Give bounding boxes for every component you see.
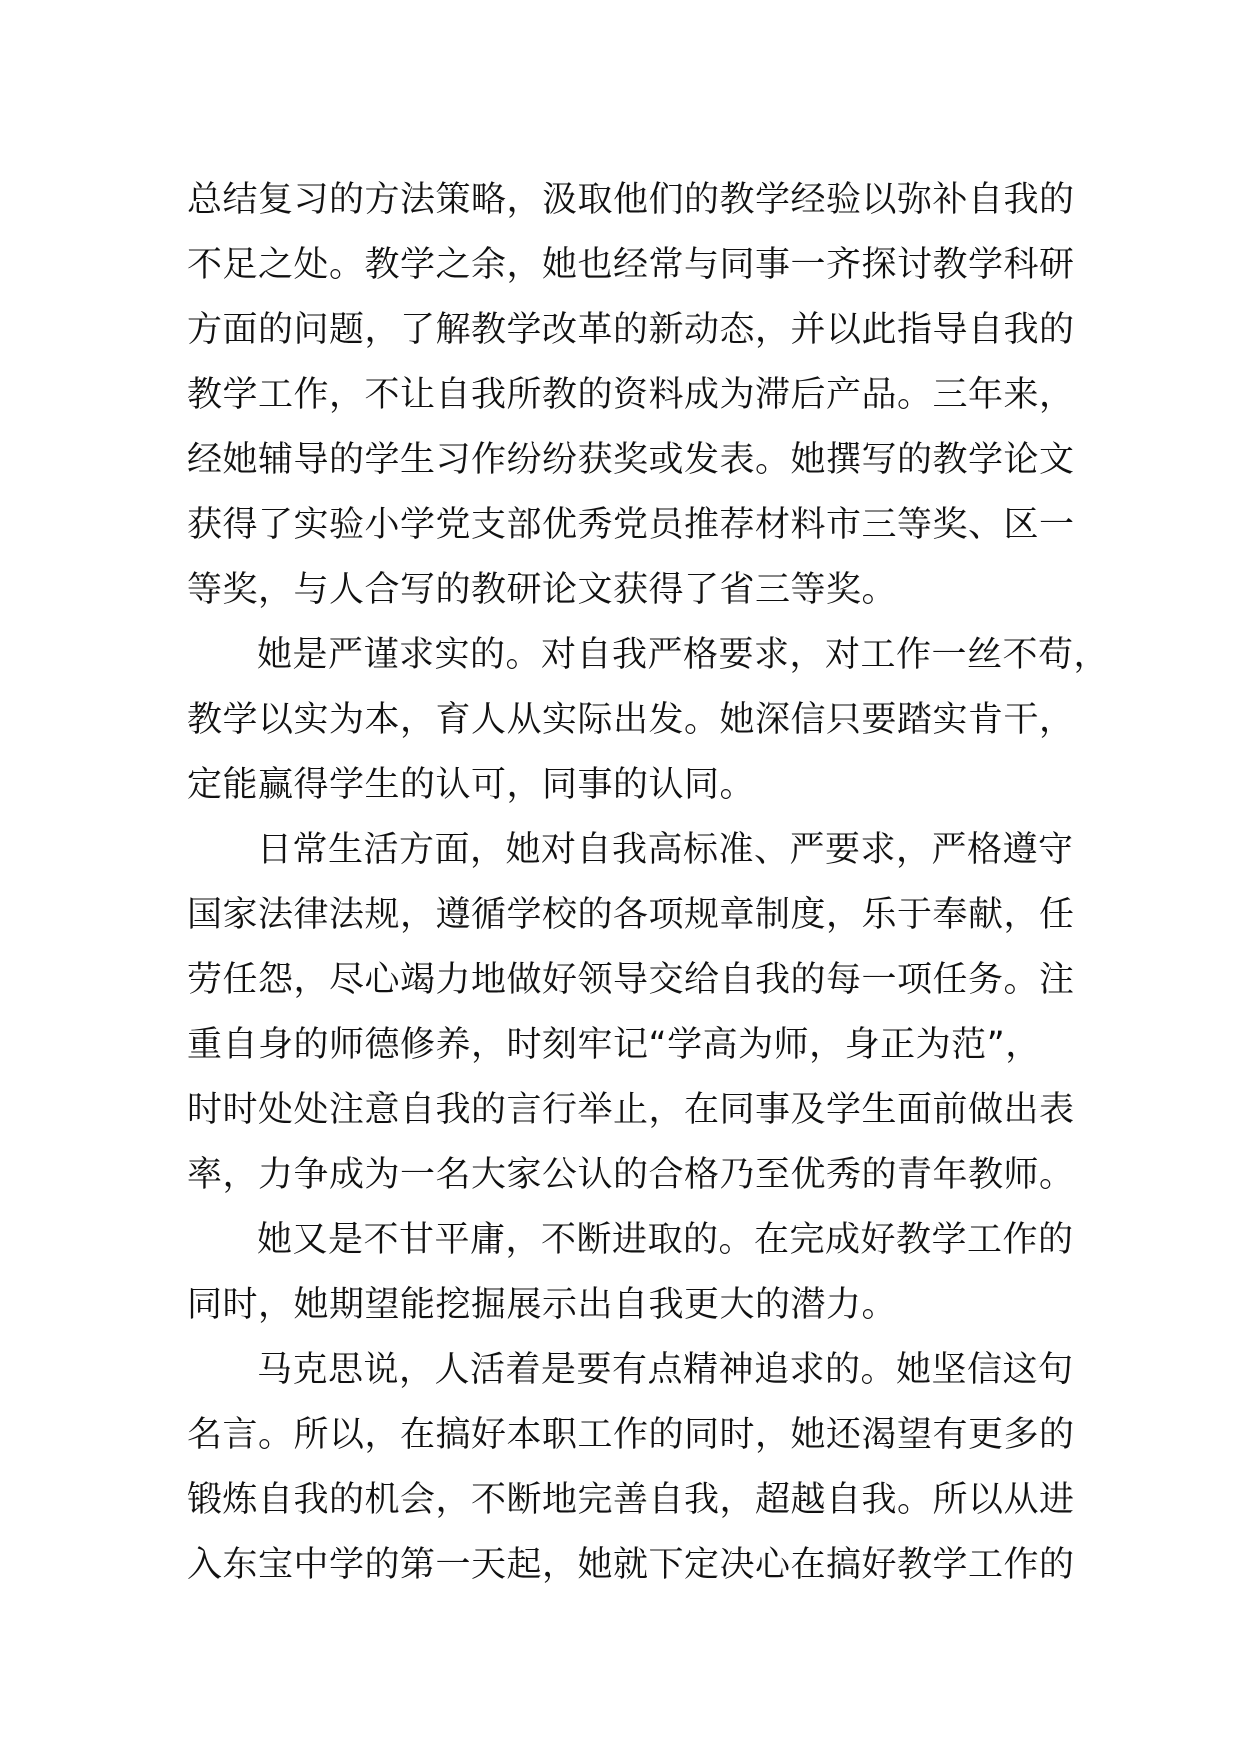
- text-line: 率，力争成为一名大家公认的合格乃至优秀的青年教师。: [187, 1155, 1075, 1195]
- text-line: 劳任怨，尽心竭力地做好领导交给自我的每一项任务。注: [187, 960, 1075, 1000]
- paragraph-first-line: 日常生活方面，她对自我高标准、严要求，严格遵守: [257, 830, 1074, 870]
- text-line: 定能赢得学生的认可，同事的认同。: [187, 765, 756, 805]
- paragraph-first-line: 她又是不甘平庸，不断进取的。在完成好教学工作的: [257, 1220, 1074, 1260]
- text-line: 国家法律法规，遵循学校的各项规章制度，乐于奉献，任: [187, 895, 1075, 935]
- paragraph-first-line: 马克思说，人活着是要有点精神追求的。她坚信这句: [257, 1350, 1074, 1390]
- text-line: 入东宝中学的第一天起，她就下定决心在搞好教学工作的: [187, 1545, 1075, 1585]
- text-line: 同时，她期望能挖掘展示出自我更大的潜力。: [187, 1285, 898, 1325]
- text-line: 名言。所以，在搞好本职工作的同时，她还渴望有更多的: [187, 1415, 1075, 1455]
- text-line: 不足之处。教学之余，她也经常与同事一齐探讨教学科研: [187, 245, 1075, 285]
- text-line: 教学以实为本，育人从实际出发。她深信只要踏实肯干，: [187, 700, 1075, 740]
- body-text: [187, 168, 1110, 1598]
- text-line: 重自身的师德修养，时刻牢记“学高为师，身正为范”，: [187, 1025, 1041, 1065]
- paragraph-first-line: 她是严谨求实的。对自我严格要求，对工作一丝不苟，: [257, 635, 1110, 675]
- text-line: 总结复习的方法策略，汲取他们的教学经验以弥补自我的: [187, 180, 1075, 220]
- text-line: 教学工作，不让自我所教的资料成为滞后产品。三年来，: [187, 375, 1075, 415]
- text-line: 获得了实验小学党支部优秀党员推荐材料市三等奖、区一: [187, 505, 1075, 545]
- text-line: 方面的问题，了解教学改革的新动态，并以此指导自我的: [187, 310, 1075, 350]
- text-line: 等奖，与人合写的教研论文获得了省三等奖。: [187, 570, 898, 610]
- text-line: 锻炼自我的机会，不断地完善自我，超越自我。所以从进: [187, 1480, 1075, 1520]
- text-line: 时时处处注意自我的言行举止，在同事及学生面前做出表: [187, 1090, 1075, 1130]
- text-line: 经她辅导的学生习作纷纷获奖或发表。她撰写的教学论文: [187, 440, 1075, 480]
